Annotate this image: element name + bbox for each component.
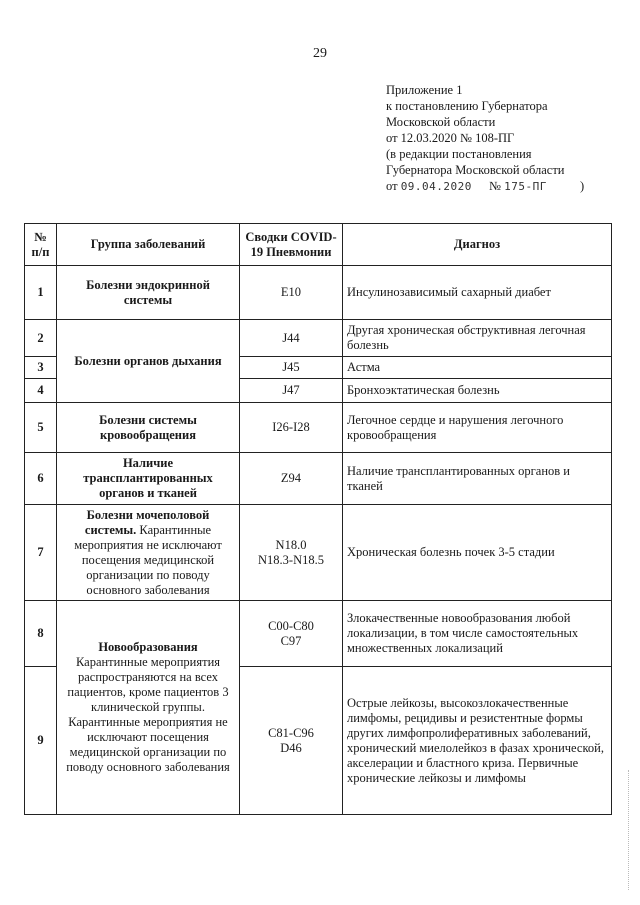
row-diagnosis: Другая хроническая обструктивная легочная болезнь — [343, 320, 612, 357]
scan-artifact-line — [628, 770, 631, 890]
row-num: 3 — [25, 357, 57, 379]
row-group: Болезни системы кровообращения — [57, 403, 240, 453]
table-header-row — [25, 224, 612, 266]
row-code — [240, 667, 343, 815]
diagnoses-table — [24, 223, 612, 815]
code-line: N18.0 — [275, 537, 307, 552]
row-num: 6 — [25, 453, 57, 505]
appendix-line: от 12.03.2020 № 108-ПГ — [386, 131, 515, 145]
row-num: 1 — [25, 266, 57, 320]
row-num: 8 — [25, 601, 57, 667]
header-num: № п/п — [25, 224, 57, 266]
code-line: C00-C80 — [268, 618, 314, 633]
code-line: N18.3-N18.5 — [258, 552, 324, 567]
row-group: Наличие трансплантированных органов и тканей — [57, 453, 240, 505]
group-title: Болезни мочеполовой системы. — [84, 507, 210, 537]
header-codes: Сводки COVID-19 Пневмонии — [240, 224, 343, 266]
row-group: Болезни органов дыхания — [57, 320, 240, 403]
row-num: 9 — [25, 667, 57, 815]
table-row — [25, 453, 612, 505]
amendment-close-paren: ) — [579, 179, 585, 193]
row-group — [57, 505, 240, 601]
appendix-line: Московской области — [386, 115, 496, 129]
row-code: Z94 — [240, 453, 343, 505]
appendix-line: (в редакции постановления — [386, 147, 532, 161]
code-line: C81-C96 — [268, 725, 314, 740]
row-num: 4 — [25, 379, 57, 403]
row-group — [57, 601, 240, 815]
row-code: J45 — [240, 357, 343, 379]
page-number: 29 — [313, 46, 327, 61]
header-diagnosis: Диагноз — [343, 224, 612, 266]
row-num: 5 — [25, 403, 57, 453]
row-code: I26-I28 — [240, 403, 343, 453]
amendment-prefix: от — [386, 179, 398, 193]
row-diagnosis: Хроническая болезнь почек 3-5 стадии — [343, 505, 612, 601]
row-num: 2 — [25, 320, 57, 357]
row-code: J44 — [240, 320, 343, 357]
row-diagnosis: Легочное сердце и нарушения легочного кровообращения — [343, 403, 612, 453]
table-row — [25, 320, 612, 357]
row-diagnosis: Острые лейкозы, высокозлокачественные лимфомы, рецидивы и резистентные формы других лимфопролиферативных заболеваний, хронический миелолейкоз в фазах хронической, акселерации и бластного криза. Первичные хронические лейкозы и лимфомы — [343, 667, 612, 815]
row-diagnosis: Инсулинозависимый сахарный диабет — [343, 266, 612, 320]
row-num: 7 — [25, 505, 57, 601]
group-title: Новообразования — [98, 640, 198, 654]
table-row — [25, 403, 612, 453]
row-code — [240, 601, 343, 667]
row-code — [240, 505, 343, 601]
table-row — [25, 601, 612, 667]
row-code: J47 — [240, 379, 343, 403]
row-diagnosis: Бронхоэктатическая болезнь — [343, 379, 612, 403]
appendix-line: Приложение 1 — [386, 83, 463, 97]
code-line: C97 — [280, 633, 302, 648]
row-diagnosis: Астма — [343, 357, 612, 379]
group-note: Карантинные мероприятия распространяются на всех пациентов, кроме пациентов 3 клинической группы. Карантинные мероприятия не исключают посещения медицинской организации по поводу основного заболевания — [66, 655, 230, 774]
appendix-block — [386, 82, 626, 195]
table-row — [25, 505, 612, 601]
group-note: Карантинные мероприятия не исключают посещения медицинской организации по поводу основного заболевания — [74, 522, 222, 597]
amendment-date: 09.04.2020 — [400, 180, 472, 193]
row-code: E10 — [240, 266, 343, 320]
row-group: Болезни эндокринной системы — [57, 266, 240, 320]
appendix-line: Губернатора Московской области — [386, 163, 565, 177]
appendix-line: к постановлению Губернатора — [386, 99, 548, 113]
code-line: D46 — [280, 740, 302, 755]
amendment-number-label: № — [489, 179, 501, 193]
amendment-number: 175-ПГ — [504, 180, 547, 193]
row-diagnosis: Злокачественные новообразования любой локализации, в том числе самостоятельных множественных локализаций — [343, 601, 612, 667]
table-row — [25, 266, 612, 320]
row-diagnosis: Наличие трансплантированных органов и тканей — [343, 453, 612, 505]
appendix-amendment-line — [386, 178, 626, 195]
header-group: Группа заболеваний — [57, 224, 240, 266]
